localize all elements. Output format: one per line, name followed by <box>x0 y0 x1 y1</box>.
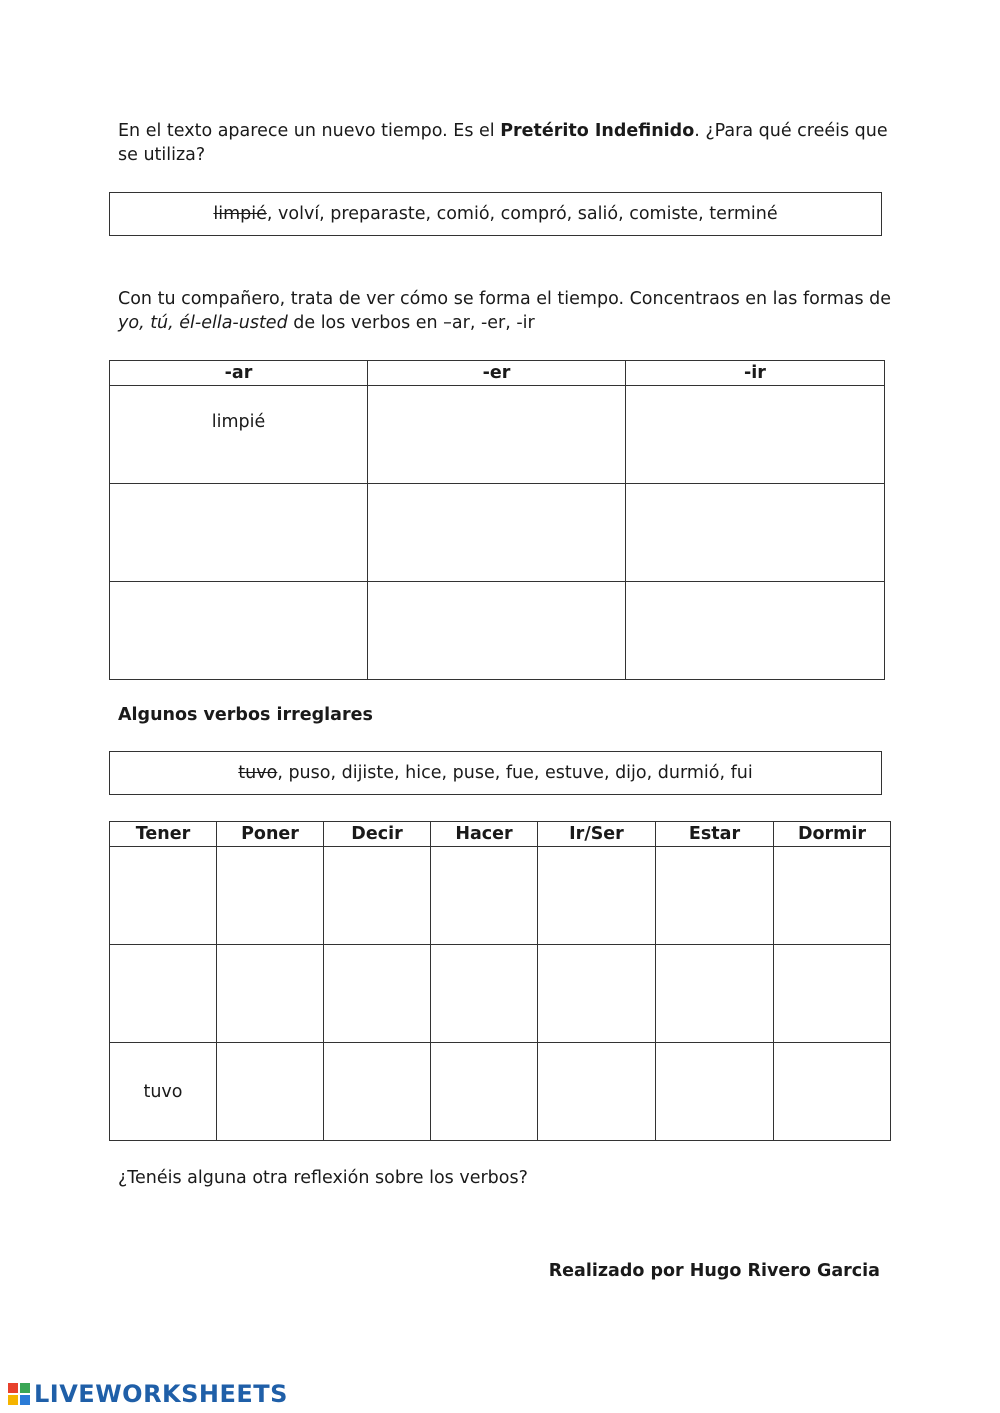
answer-cell[interactable] <box>538 945 656 1043</box>
table-row <box>110 945 891 1043</box>
instruction-text: Con tu compañero, trata de ver cómo se forma el tiempo. Concentraos en las formas de <box>118 289 892 309</box>
answer-cell[interactable] <box>626 582 885 680</box>
header-ir: -ir <box>626 361 885 386</box>
answer-cell[interactable] <box>368 386 626 484</box>
header-estar: Estar <box>656 822 774 847</box>
logo-block <box>20 1395 30 1405</box>
table-header-row <box>110 361 885 386</box>
answer-cell[interactable] <box>774 945 891 1043</box>
irregular-verbs-heading: Algunos verbos irreglares <box>118 705 373 725</box>
answer-cell[interactable] <box>431 945 538 1043</box>
answer-cell[interactable] <box>774 847 891 945</box>
answer-cell[interactable] <box>431 1043 538 1141</box>
instruction-paragraph <box>118 287 898 335</box>
answer-cell[interactable] <box>217 945 324 1043</box>
logo-block <box>8 1395 18 1405</box>
header-poner: Poner <box>217 822 324 847</box>
answer-cell[interactable] <box>110 484 368 582</box>
answer-cell[interactable] <box>217 1043 324 1141</box>
intro-text: En el texto aparece un nuevo tiempo. Es el <box>118 121 501 141</box>
table-row <box>110 1043 891 1141</box>
answer-cell[interactable] <box>774 1043 891 1141</box>
logo-block <box>8 1383 18 1393</box>
answer-cell[interactable] <box>626 386 885 484</box>
table-row <box>110 582 885 680</box>
logo-text: LIVEWORKSHEETS <box>34 1380 288 1408</box>
table-row <box>110 386 885 484</box>
instruction-endings: de los verbos en –ar, -er, -ir <box>287 313 535 333</box>
struck-example-verb: tuvo <box>238 763 278 783</box>
answer-cell[interactable] <box>656 945 774 1043</box>
pronoun-forms: yo, tú, él-ella-usted <box>118 313 288 333</box>
intro-paragraph <box>118 119 898 167</box>
answer-cell[interactable] <box>431 847 538 945</box>
header-er: -er <box>368 361 626 386</box>
answer-cell[interactable]: tuvo <box>110 1043 217 1141</box>
table-row <box>110 847 891 945</box>
answer-cell[interactable] <box>324 945 431 1043</box>
answer-cell[interactable] <box>110 386 368 484</box>
answer-cell[interactable] <box>110 582 368 680</box>
header-decir: Decir <box>324 822 431 847</box>
intro-question: . ¿Para qué creéis que se utiliza? <box>118 121 888 165</box>
cell-text: limpié <box>211 412 266 432</box>
regular-verbs-list: , volví, preparaste, comió, compró, salió, comiste, terminé <box>266 204 778 224</box>
answer-cell[interactable] <box>656 847 774 945</box>
header-dormir: Dormir <box>774 822 891 847</box>
regular-verbs-table <box>109 360 885 680</box>
answer-cell[interactable] <box>626 484 885 582</box>
answer-cell[interactable] <box>110 847 217 945</box>
answer-cell[interactable] <box>538 847 656 945</box>
struck-example-verb: limpié <box>213 204 267 224</box>
header-tener: Tener <box>110 822 217 847</box>
header-ir-ser: Ir/Ser <box>538 822 656 847</box>
table-row <box>110 484 885 582</box>
answer-cell[interactable] <box>368 484 626 582</box>
answer-cell[interactable] <box>324 1043 431 1141</box>
tense-name: Pretérito Indefinido <box>500 121 695 141</box>
liveworksheets-logo[interactable] <box>8 1380 288 1408</box>
irregular-verbs-table <box>109 821 891 1141</box>
logo-block <box>20 1383 30 1393</box>
answer-cell[interactable] <box>656 1043 774 1141</box>
header-ar: -ar <box>110 361 368 386</box>
irregular-verbs-list: , puso, dijiste, hice, puse, fue, estuve, dijo, durmió, fui <box>277 763 753 783</box>
author-credit: Realizado por Hugo Rivero Garcia <box>548 1261 880 1281</box>
regular-verbs-box <box>109 192 882 236</box>
closing-question: ¿Tenéis alguna otra reflexión sobre los verbos? <box>118 1168 528 1188</box>
table-header-row <box>110 822 891 847</box>
irregular-verbs-box <box>109 751 882 795</box>
answer-cell[interactable] <box>368 582 626 680</box>
logo-blocks-icon <box>8 1383 30 1405</box>
answer-cell[interactable] <box>217 847 324 945</box>
answer-cell[interactable] <box>110 945 217 1043</box>
answer-cell[interactable] <box>538 1043 656 1141</box>
answer-cell[interactable] <box>324 847 431 945</box>
header-hacer: Hacer <box>431 822 538 847</box>
